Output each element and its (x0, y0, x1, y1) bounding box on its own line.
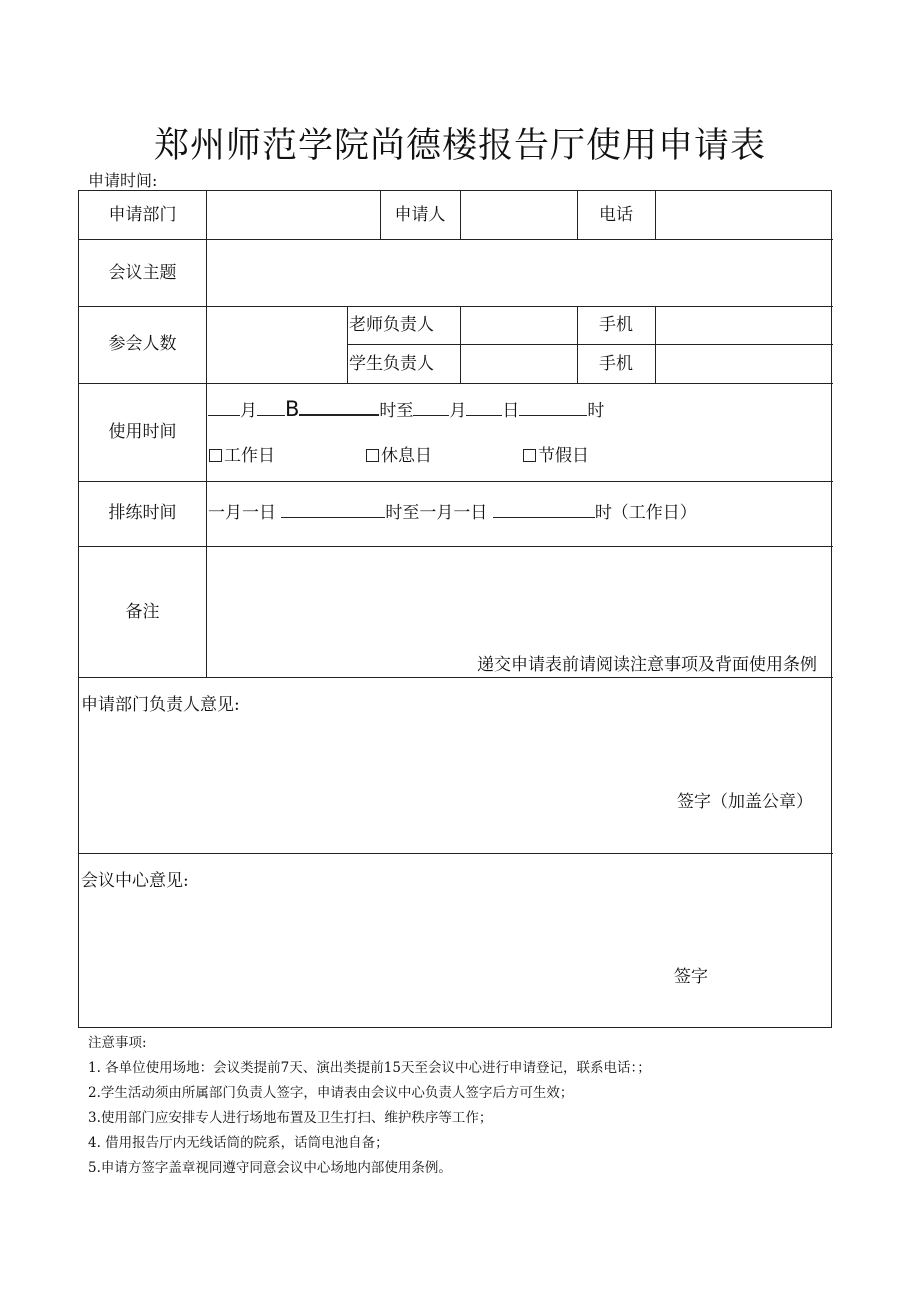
hour-text: 时 (587, 401, 605, 421)
restday-checkbox[interactable] (366, 449, 379, 462)
student-mobile-label: 手机 (599, 354, 633, 374)
end-month-blank[interactable] (413, 401, 449, 416)
rehearsal-end-hour-blank[interactable] (493, 503, 595, 518)
center-opinion-label: 会议中心意见: (81, 871, 189, 891)
note-item-2: 2.学生活动须由所属部门负责人签字，申请表由会议中心负责人签字后方可生效； (88, 1085, 574, 1101)
student-name-field[interactable] (461, 354, 577, 374)
end-day-blank[interactable] (466, 401, 502, 416)
rehearsal-time-range[interactable]: 一月一日 时至一月一日 时（工作日） (208, 503, 697, 523)
restday-option[interactable]: 休息日 (366, 446, 432, 466)
start-day-blank[interactable] (257, 401, 285, 416)
rehearsal-time-label: 排练时间 (108, 503, 177, 523)
phone-field[interactable] (656, 205, 832, 225)
teacher-in-charge-label: 老师负责人 (349, 315, 434, 335)
notes-heading: 注意事项: (88, 1035, 147, 1051)
month2-text: 月 (449, 401, 467, 421)
note-item-4: 4. 借用报告厅内无线话筒的院系，话筒电池自备； (88, 1135, 389, 1151)
day2-text: 日 (502, 401, 520, 421)
dept-field[interactable] (207, 205, 380, 225)
holiday-option[interactable]: 节假日 (523, 446, 589, 466)
applicant-label: 申请人 (394, 205, 446, 225)
end-hour-blank[interactable] (519, 401, 587, 416)
note-item-3: 3.使用部门应安排专人进行场地布置及卫生打扫、维护秩序等工作； (88, 1110, 493, 1126)
usage-time-range[interactable] (208, 399, 604, 421)
teacher-name-field[interactable] (461, 315, 577, 335)
dept-signature: 签字（加盖公章） (677, 792, 813, 812)
workday-checkbox[interactable] (209, 449, 222, 462)
center-signature: 签字 (674, 967, 708, 987)
apply-time-label: 申请时间: (88, 171, 158, 190)
usage-time-label: 使用时间 (108, 422, 177, 442)
dept-opinion-label: 申请部门负责人意见: (81, 695, 240, 715)
topic-label: 会议主题 (108, 263, 177, 283)
attendance-label: 参会人数 (108, 334, 177, 354)
form-title: 郑州师范学院尚德楼报告厅使用申请表 (153, 126, 766, 166)
topic-field[interactable] (207, 251, 832, 291)
dept-label: 申请部门 (108, 205, 177, 225)
student-in-charge-label: 学生负责人 (349, 354, 434, 374)
application-form (78, 190, 832, 1028)
start-hour-blank[interactable] (299, 400, 379, 416)
note-item-5: 5.申请方签字盖章视同遵守同意会议中心场地内部使用条例。 (88, 1160, 452, 1176)
workday-option[interactable]: 工作日 (209, 446, 275, 466)
remarks-note: 递交申请表前请阅读注意事项及背面使用条例 (477, 655, 817, 675)
phone-label: 电话 (599, 205, 633, 225)
remarks-label: 备注 (125, 602, 160, 622)
teacher-mobile-label: 手机 (599, 315, 633, 335)
holiday-checkbox[interactable] (523, 449, 536, 462)
start-month-blank[interactable] (208, 401, 240, 416)
rehearsal-start-hour-blank[interactable] (281, 503, 385, 518)
dept-opinion-field[interactable] (81, 721, 831, 785)
attendance-field[interactable] (207, 316, 347, 371)
center-opinion-field[interactable] (81, 897, 831, 961)
month-text: 月 (240, 401, 257, 421)
note-item-1: 1. 各单位使用场地：会议类提前7天、演出类提前15天至会议中心进行申请登记，联系电话：； (88, 1060, 651, 1076)
student-mobile-field[interactable] (656, 354, 832, 374)
day-b-text: B (285, 397, 300, 421)
time-to-text: 时至 (379, 401, 414, 421)
applicant-field[interactable] (461, 205, 577, 225)
teacher-mobile-field[interactable] (656, 315, 832, 335)
remarks-field[interactable] (207, 557, 832, 647)
